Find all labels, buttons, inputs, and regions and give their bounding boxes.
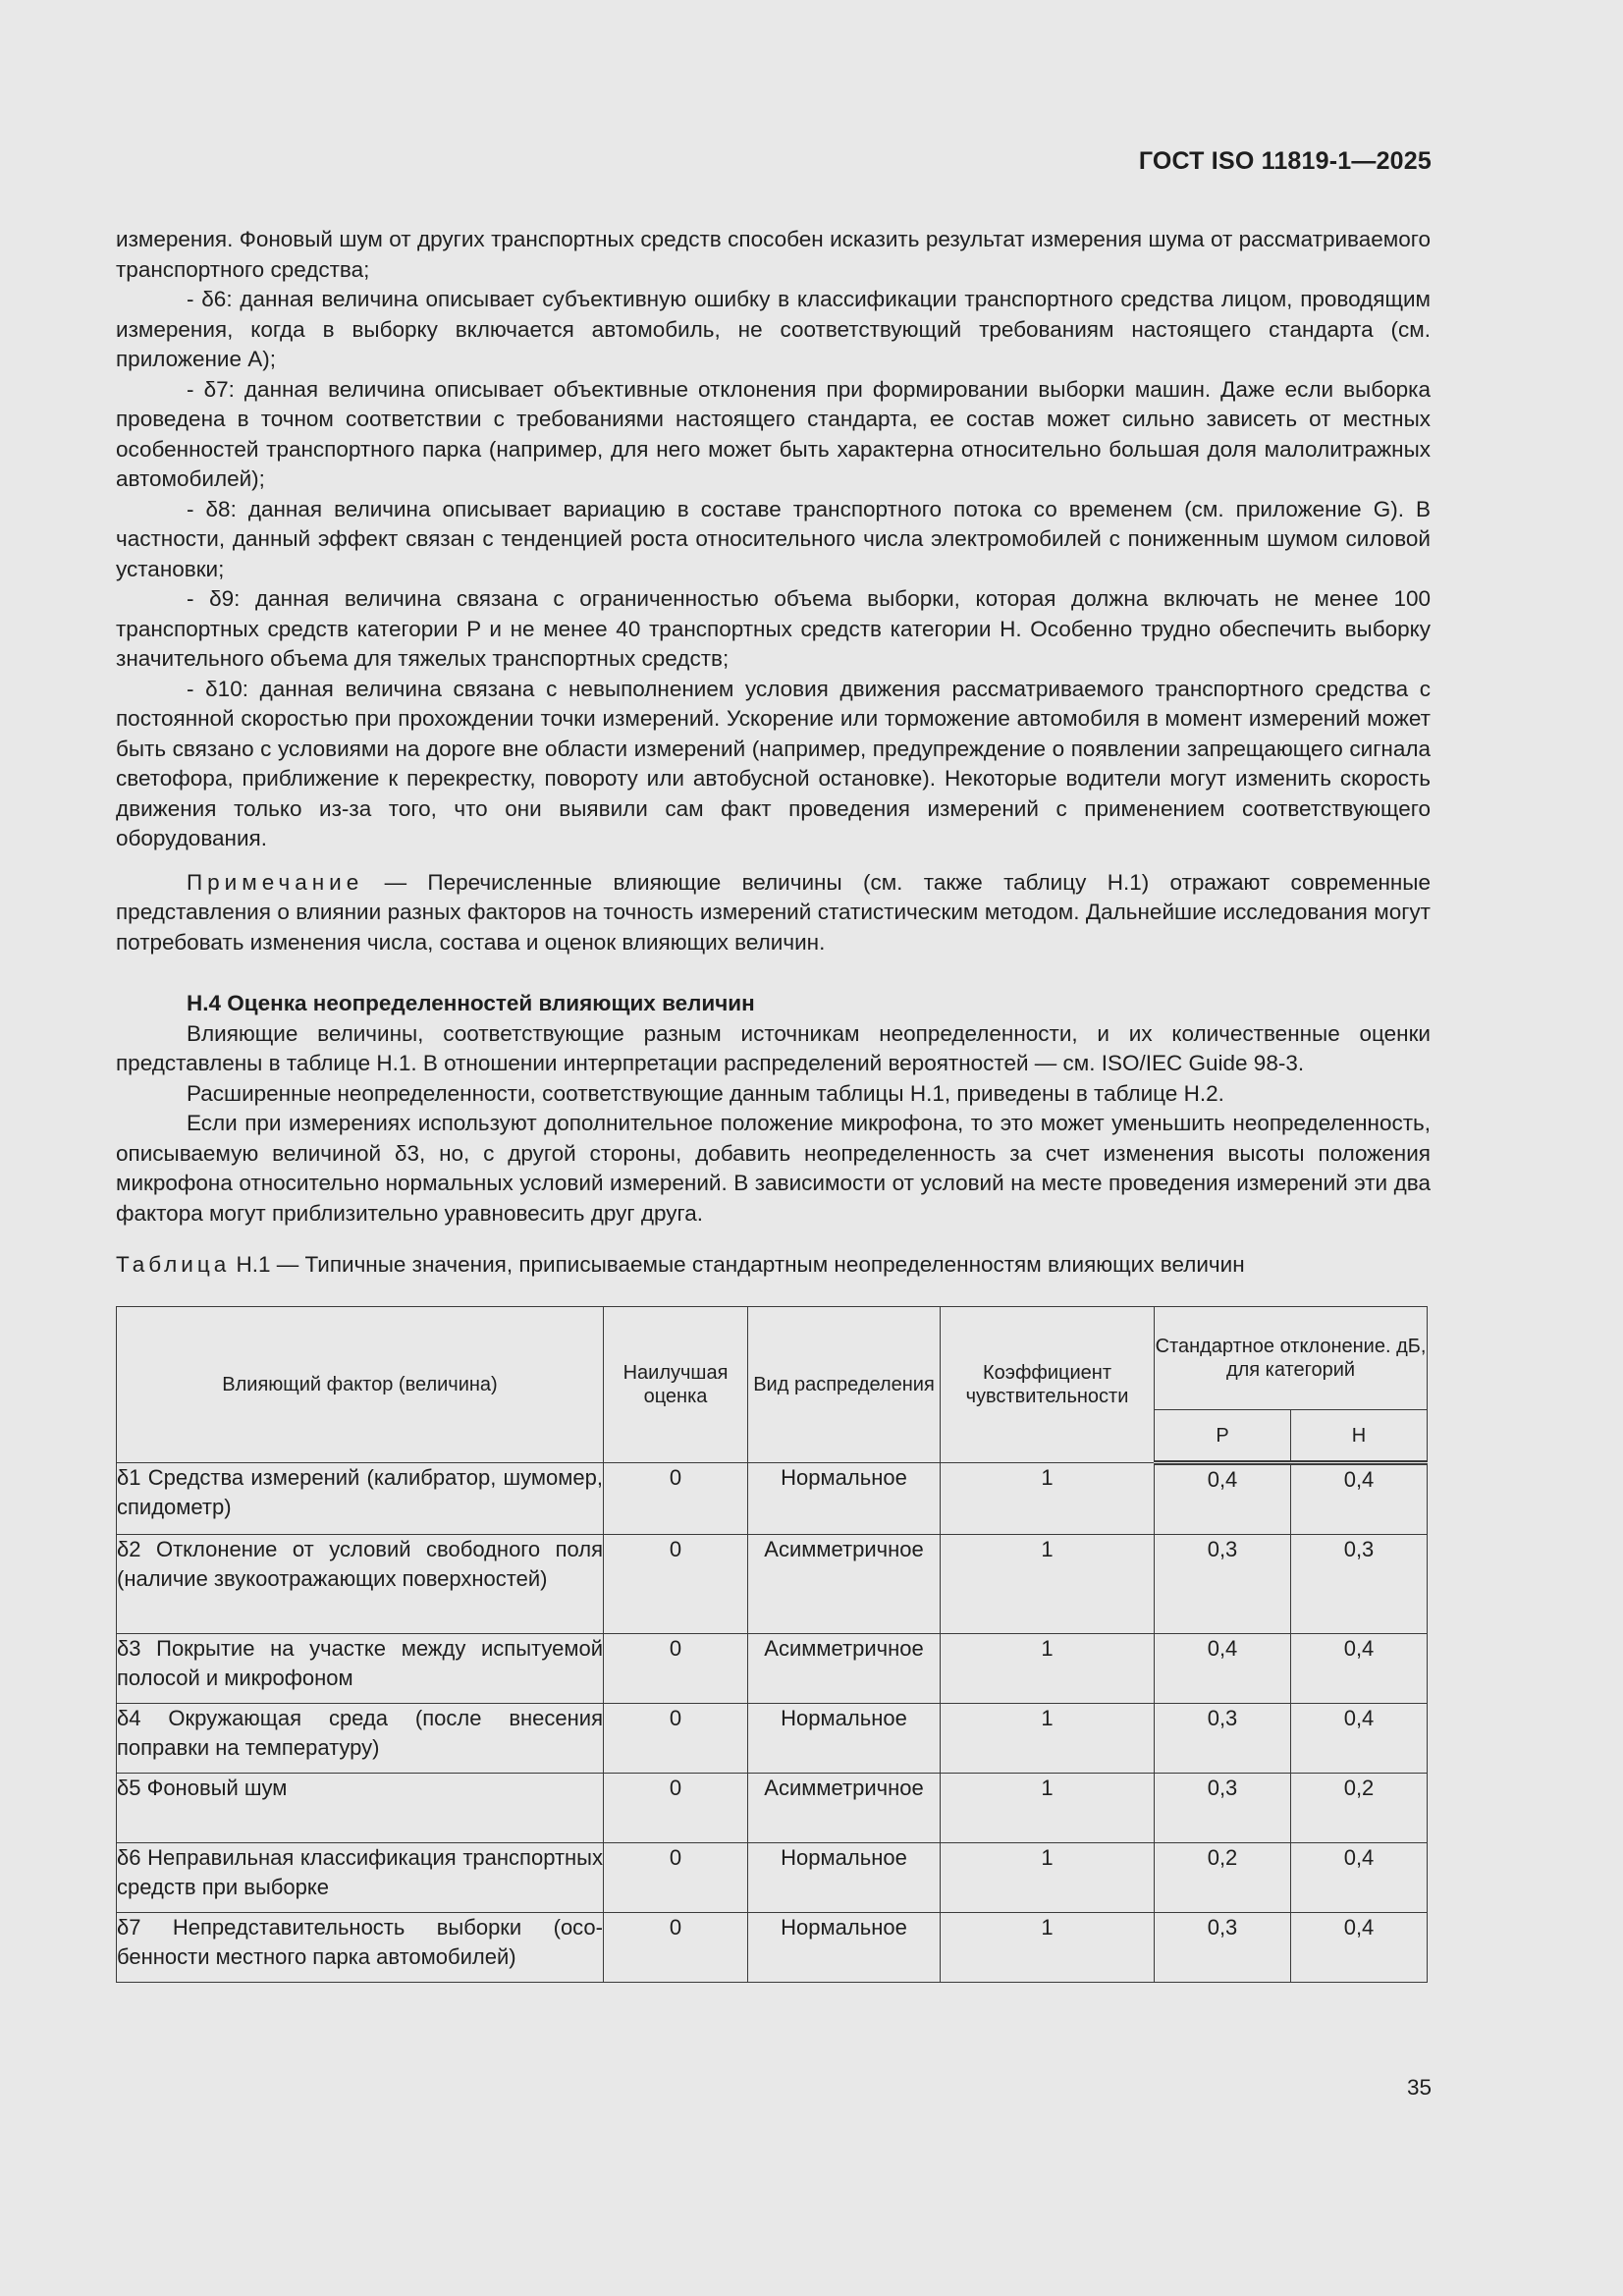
table-caption [116,1250,1431,1281]
cell-p: 0,4 [1155,1463,1291,1535]
cell-factor: δ6 Неправильная классификация транспортных средств при выборке [117,1843,604,1913]
table-row [117,1634,1428,1704]
cell-best: 0 [604,1843,748,1913]
cell-distribution: Нормальное [748,1913,941,1983]
cell-factor: δ4 Окружающая среда (после внесения поправки на температуру) [117,1704,604,1774]
cell-coefficient: 1 [941,1843,1155,1913]
cell-factor: δ2 Отклонение от условий свободного поля (наличие звукоотражающих поверхностей) [117,1535,604,1634]
cell-distribution: Нормальное [748,1704,941,1774]
paragraph: - δ8: данная величина описывает вариацию в составе транспортного потока со временем (см. приложение G). В частности, данный эффект связан с тенденцией роста относительного числа электромобилей с пониженным шумом силовой установки; [116,496,1431,581]
cell-coefficient: 1 [941,1913,1155,1983]
cell-coefficient: 1 [941,1535,1155,1634]
standard-header: ГОСТ ISO 11819-1—2025 [1138,147,1432,175]
header-sensitivity: Коэффициент чувствительности [941,1307,1155,1463]
cell-best: 0 [604,1913,748,1983]
cell-best: 0 [604,1535,748,1634]
body-text [116,225,1431,1281]
paragraph: Если при измерениях используют дополнительное положение микрофона, то это может уменьшить неопределенность, описываемую величиной δ3, но, с другой стороны, добавить неопределенность за счет изменения высоты положения микрофона относительно нормальных условий измерений. В зависимости от условий на месте проведения измерений эти два фактора могут приблизительно уравновесить друг друга. [116,1111,1431,1226]
cell-distribution: Нормальное [748,1843,941,1913]
header-category-h: H [1291,1410,1428,1463]
note-text: — Перечисленные влияющие величины (см. также таблицу H.1) отражают современные представления о влиянии разных факторов на точность измерений статистическим методом. Дальнейшие исследования могут потребовать изменения числа, состава и оценок влияющих величин. [116,869,1431,955]
header-category-p: P [1155,1410,1291,1463]
cell-p: 0,3 [1155,1535,1291,1634]
paragraph: - δ10: данная величина связана с невыполнением условия движения рассматриваемого транспортного средства с постоянной скоростью при прохождении точки измерений. Ускорение или торможение автомобиля в момент измерений может быть связано с условиями на дороге вне области измерений (например, предупреждение о появлении запрещающего сигнала светофора, приближение к перекрестку, повороту или автобусной остановке). Некоторые водители могут изменить скорость движения только из-за того, что они выявили сам факт проведения измерений с применением соответствующего оборудования. [116,676,1431,850]
table-row [117,1774,1428,1843]
header-factor: Влияющий фактор (величина) [117,1307,604,1463]
cell-coefficient: 1 [941,1704,1155,1774]
cell-h: 0,4 [1291,1704,1428,1774]
note-label: Примечание [187,869,364,895]
cell-h: 0,4 [1291,1634,1428,1704]
header-stddev: Стандартное отклонение. дБ, для категорий [1155,1307,1428,1410]
page-number: 35 [1406,2075,1432,2100]
cell-p: 0,2 [1155,1843,1291,1913]
cell-best: 0 [604,1704,748,1774]
paragraph: измерения. Фоновый шум от других транспортных средств способен исказить результат измерения шума от рассматриваемого транспортного средства; [116,227,1431,282]
table-caption-label: Таблица [116,1252,231,1277]
cell-factor: δ7 Непредставительность выборки (особенности местного парка автомобилей) [117,1913,604,1983]
paragraph: - δ9: данная величина связана с ограниченностью объема выборки, которая должна включать не менее 100 транспортных средств категории P и не менее 40 транспортных средств категории Н. Особенно трудно обеспечить выборку значительного объема для тяжелых транспортных средств; [116,586,1431,671]
paragraph: - δ6: данная величина описывает субъективную ошибку в классификации транспортного средства лицом, проводящим измерения, когда в выборку включается автомобиль, не соответствующий требованиям настоящего стандарта (см. приложение А); [116,287,1431,371]
cell-coefficient: 1 [941,1463,1155,1535]
cell-distribution: Нормальное [748,1463,941,1535]
cell-h: 0,4 [1291,1463,1428,1535]
paragraph: Влияющие величины, соответствующие разным источникам неопределенности, и их количественные оценки представлены в таблице Н.1. В отношении интерпретации распределений вероятностей — см. ISO/IEC Guide 98-3. [116,1020,1431,1075]
uncertainty-table [116,1306,1428,1983]
cell-h: 0,4 [1291,1913,1428,1983]
cell-coefficient: 1 [941,1634,1155,1704]
paragraph: Расширенные неопределенности, соответствующие данным таблицы Н.1, приведены в таблице Н.2. [187,1080,1224,1106]
cell-h: 0,4 [1291,1843,1428,1913]
cell-p: 0,3 [1155,1774,1291,1843]
table-row [117,1704,1428,1774]
cell-h: 0,3 [1291,1535,1428,1634]
table-row [117,1535,1428,1634]
table-row [117,1843,1428,1913]
cell-coefficient: 1 [941,1774,1155,1843]
section-title: Н.4 Оценка неопределенностей влияющих величин [187,991,755,1015]
cell-best: 0 [604,1463,748,1535]
header-best-estimate: Наилучшая оценка [604,1307,748,1463]
cell-distribution: Асимметричное [748,1535,941,1634]
cell-best: 0 [604,1774,748,1843]
cell-p: 0,4 [1155,1634,1291,1704]
table-row [117,1913,1428,1983]
cell-p: 0,3 [1155,1704,1291,1774]
paragraph: - δ7: данная величина описывает объективные отклонения при формировании выборки машин. Даже если выборка проведена в точном соответствии с требованиями настоящего стандарта, ее состав может сильно зависеть от местных особенностей транспортного парка (например, для него может быть характерна относительно большая доля малолитражных автомобилей); [116,376,1431,491]
cell-factor: δ1 Средства измерений (калибратор, шумомер, спидометр) [117,1463,604,1535]
cell-distribution: Асимметричное [748,1774,941,1843]
cell-best: 0 [604,1634,748,1704]
cell-h: 0,2 [1291,1774,1428,1843]
header-distribution: Вид распределения [748,1307,941,1463]
table-row [117,1463,1428,1535]
note [116,868,1431,958]
table-caption-text: Н.1 — Типичные значения, приписываемые стандартным неопределенностям влияющих величин [230,1252,1245,1277]
cell-factor: δ3 Покрытие на участке между испытуемой полосой и микрофоном [117,1634,604,1704]
cell-p: 0,3 [1155,1913,1291,1983]
cell-factor: δ5 Фоновый шум [117,1774,604,1843]
cell-distribution: Асимметричное [748,1634,941,1704]
